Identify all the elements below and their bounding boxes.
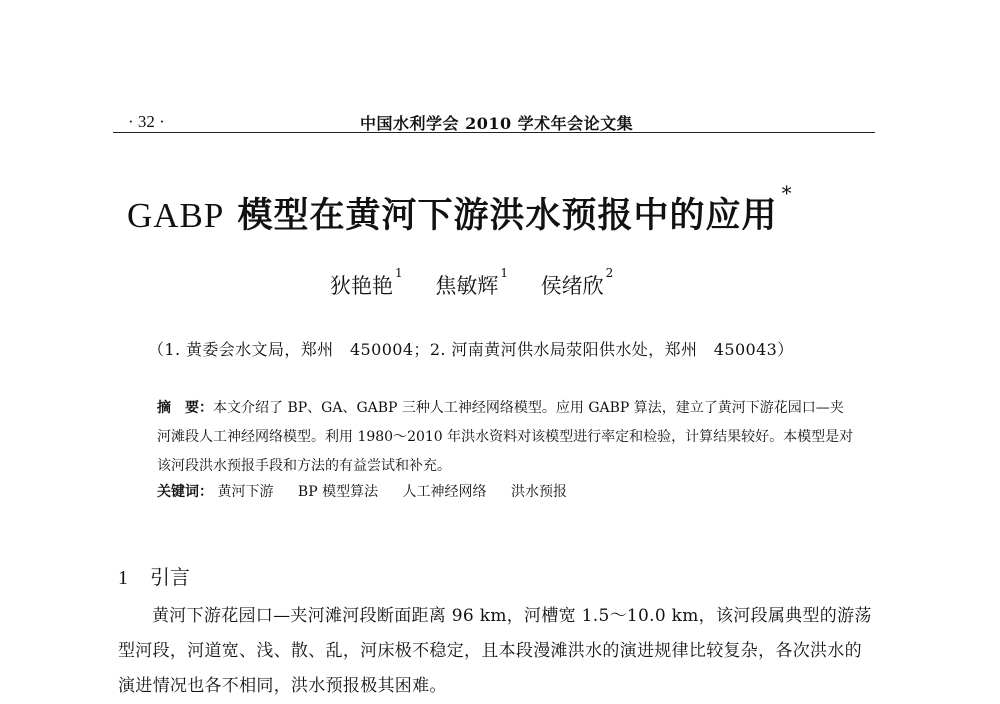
abstract-text: 本文介绍了 BP、GA、GABP 三种人工神经网络模型。应用 GABP 算法，建立了黄河下游花园口—夹河滩段人工神经网络模型。利用 1980～2010 年洪水资料对该模型进行率定和检验，计算结果较好。本模型是对该河段洪水预报手段和方法的有益尝试和补充。 bbox=[157, 400, 854, 474]
keyword: 人工神经网络 bbox=[402, 484, 487, 500]
author: 侯绪欣$^2$ bbox=[540, 266, 614, 298]
keyword: 洪水预报 bbox=[510, 484, 567, 500]
header-rule bbox=[113, 132, 875, 133]
keyword: 黄河下游 bbox=[217, 484, 274, 500]
title-footnote-mark: * bbox=[781, 181, 793, 206]
author-list bbox=[330, 266, 639, 300]
keywords bbox=[157, 481, 587, 501]
section-heading bbox=[118, 561, 190, 590]
page-number: · 32 · bbox=[128, 112, 165, 131]
keyword: BP 模型算法 bbox=[297, 484, 379, 500]
affiliation: （1. 黄委会水文局，郑州 450004；2. 河南黄河供水局荥阳供水处，郑州 450043） bbox=[148, 340, 794, 359]
section-title: 引言 bbox=[150, 565, 190, 589]
title-latin: GABP bbox=[127, 196, 225, 235]
abstract bbox=[157, 394, 857, 481]
paper-title bbox=[127, 181, 793, 238]
section-number: 1 bbox=[118, 567, 128, 589]
title-main: 模型在黄河下游洪水预报中的应用 bbox=[224, 195, 778, 236]
author: 焦敏辉$^1$ bbox=[435, 266, 508, 298]
author: 狄艳艳$^1$ bbox=[330, 266, 403, 298]
body-paragraph: 黄河下游花园口—夹河滩河段断面距离 96 km，河槽宽 1.5～10.0 km，该河段属典型的游荡型河段，河道宽、浅、散、乱，河床极不稳定，且本段漫滩洪水的演进规律比较复杂，各次洪水的演进情况也各不相同，洪水预报极其困难。 bbox=[118, 606, 872, 696]
running-head: 中国水利学会 2010 学术年会论文集 bbox=[360, 114, 634, 133]
abstract-label: 摘 要： bbox=[157, 400, 213, 416]
keywords-label: 关键词： bbox=[157, 484, 213, 500]
